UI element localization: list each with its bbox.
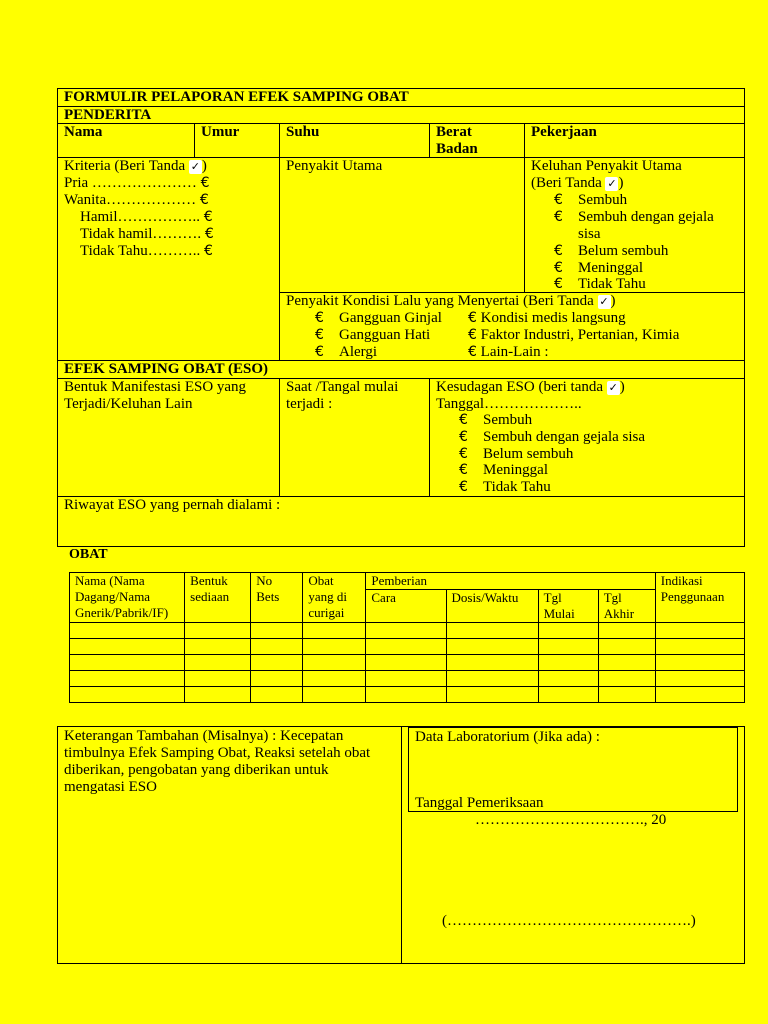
nama-label: Nama [64, 124, 103, 140]
kesudahan-tanggal[interactable]: Tanggal……………….. [436, 396, 582, 412]
kondisi-option: € Gangguan Hati [315, 327, 431, 343]
divider [194, 123, 195, 157]
kriteria-pria: Pria ………………… € [64, 175, 210, 191]
kondisi-label: Penyakit Kondisi Lalu yang Menyertai (Beri Tanda ✓ ) [286, 293, 616, 309]
eso-header: EFEK SAMPING OBAT (ESO) [64, 361, 269, 377]
saat-label: Saat /Tangal mulai [286, 379, 399, 395]
checkbox-icon[interactable]: € [203, 209, 213, 225]
checkbox-icon[interactable]: € [459, 462, 468, 478]
kriteria-label: Kriteria (Beri Tanda ✓ ) [64, 158, 207, 174]
keluhan-option: € Sembuh dengan gejala [554, 209, 714, 225]
checkbox-icon[interactable]: € [554, 260, 563, 276]
kondisi-option: € Faktor Industri, Pertanian, Kimia [468, 327, 680, 343]
riwayat-label: Riwayat ESO yang pernah dialami : [64, 497, 281, 513]
col-header-no-bets: No Bets [251, 573, 303, 623]
col-header-pemberian: Pemberian [366, 573, 655, 590]
checkbox-icon[interactable]: € [204, 226, 214, 242]
checkbox-icon[interactable]: € [315, 310, 324, 326]
berat-label: Berat [436, 124, 472, 140]
checkbox-icon[interactable]: € [459, 429, 468, 445]
date-line[interactable]: ……………………………., 20 [475, 812, 667, 828]
table-row [70, 623, 745, 639]
col-header-obat-curigai: Obat yang di curigai [303, 573, 366, 623]
manifestasi-label: Bentuk Manifestasi ESO yang [64, 379, 247, 395]
divider [429, 378, 430, 496]
saat-label: terjadi : [286, 396, 333, 412]
manifestasi-label: Terjadi/Keluhan Lain [64, 396, 193, 412]
divider [279, 123, 280, 360]
keluhan-label: Keluhan Penyakit Utama [531, 158, 682, 174]
keterangan-text: diberikan, pengobatan yang diberikan untuk [64, 762, 329, 778]
col-header-nama: Nama (Nama Dagang/Nama Gnerik/Pabrik/IF) [70, 573, 185, 623]
checkbox-icon[interactable]: € [315, 344, 324, 360]
checkmark-icon: ✓ [608, 381, 618, 394]
checkbox-icon[interactable]: € [468, 327, 477, 343]
umur-label: Umur [201, 124, 240, 140]
checkbox-icon[interactable]: € [554, 192, 563, 208]
col-header-tgl-akhir: Tgl Akhir [598, 590, 655, 623]
kesudahan-option: € Belum sembuh [459, 446, 574, 462]
keluhan-option: € Belum sembuh [554, 243, 669, 259]
keluhan-option: € Sembuh [554, 192, 628, 208]
keluhan-option-cont: sisa [578, 226, 601, 242]
table-row [70, 687, 745, 703]
tanggal-pemeriksaan-label: Tanggal Pemeriksaan [415, 795, 544, 811]
kondisi-option: € Lain-Lain : [468, 344, 549, 360]
col-header-tgl-mulai: Tgl Mulai [538, 590, 598, 623]
checkbox-icon[interactable]: € [468, 344, 477, 360]
kriteria-tidak-hamil: Tidak hamil………. € [80, 226, 214, 242]
checkbox-icon[interactable]: € [468, 310, 477, 326]
kesudahan-option: € Meninggal [459, 462, 548, 478]
obat-title: OBAT [69, 547, 108, 562]
checkbox-icon[interactable]: € [199, 192, 209, 208]
badan-label: Badan [436, 141, 478, 157]
kriteria-hamil: Hamil…………….. € [80, 209, 213, 225]
table-row [70, 639, 745, 655]
keterangan-text: mengatasi ESO [64, 779, 157, 795]
divider [401, 726, 402, 964]
table-row [70, 655, 745, 671]
checkmark-icon: ✓ [190, 160, 200, 173]
col-header-dosis: Dosis/Waktu [446, 590, 538, 623]
kriteria-wanita: Wanita……………… € [64, 192, 209, 208]
checkbox-icon[interactable]: € [554, 276, 563, 292]
kondisi-option: € Alergi [315, 344, 378, 360]
lab-label: Data Laboratorium (Jika ada) : [415, 729, 600, 745]
pekerjaan-label: Pekerjaan [531, 124, 597, 140]
keluhan-option: € Meninggal [554, 260, 643, 276]
col-header-bentuk: Bentuk sediaan [185, 573, 251, 623]
keluhan-option: € Tidak Tahu [554, 276, 646, 292]
kesudahan-option: € Tidak Tahu [459, 479, 551, 495]
kondisi-option: € Kondisi medis langsung [468, 310, 626, 326]
divider [524, 123, 525, 292]
checkbox-icon[interactable]: € [554, 209, 563, 225]
signature-line[interactable]: (………………………………………….) [442, 913, 696, 929]
checkbox-icon[interactable]: € [459, 479, 468, 495]
keluhan-instruction: (Beri Tanda ✓ ) [531, 175, 624, 191]
kriteria-tidak-tahu: Tidak Tahu……….. € [80, 243, 213, 259]
obat-table [69, 572, 745, 703]
checkbox-icon[interactable]: € [554, 243, 563, 259]
kesudahan-option: € Sembuh dengan gejala sisa [459, 429, 646, 445]
checkbox-icon[interactable]: € [200, 175, 210, 191]
suhu-label: Suhu [286, 124, 320, 140]
col-header-cara: Cara [366, 590, 446, 623]
checkbox-icon[interactable]: € [459, 446, 468, 462]
checkbox-icon[interactable]: € [203, 243, 213, 259]
divider [279, 378, 280, 496]
checkbox-icon[interactable]: € [315, 327, 324, 343]
checkbox-icon[interactable]: € [459, 412, 468, 428]
kesudahan-option: € Sembuh [459, 412, 533, 428]
table-row [70, 671, 745, 687]
keterangan-text: Keterangan Tambahan (Misalnya) : Kecepatan [64, 728, 344, 744]
checkmark-icon: ✓ [599, 295, 609, 308]
checkmark-icon: ✓ [607, 177, 617, 190]
penderita-header: PENDERITA [64, 107, 152, 123]
kondisi-option: € Gangguan Ginjal [315, 310, 442, 326]
divider [57, 123, 745, 124]
kesudahan-label: Kesudagan ESO (beri tanda ✓ ) [436, 379, 625, 395]
divider [57, 106, 745, 107]
col-header-indikasi: Indikasi Penggunaan [655, 573, 744, 623]
penyakit-utama-label: Penyakit Utama [286, 158, 383, 174]
divider [429, 123, 430, 157]
keterangan-text: timbulnya Efek Samping Obat, Reaksi setelah obat [64, 745, 371, 761]
form-title: FORMULIR PELAPORAN EFEK SAMPING OBAT [64, 89, 409, 105]
